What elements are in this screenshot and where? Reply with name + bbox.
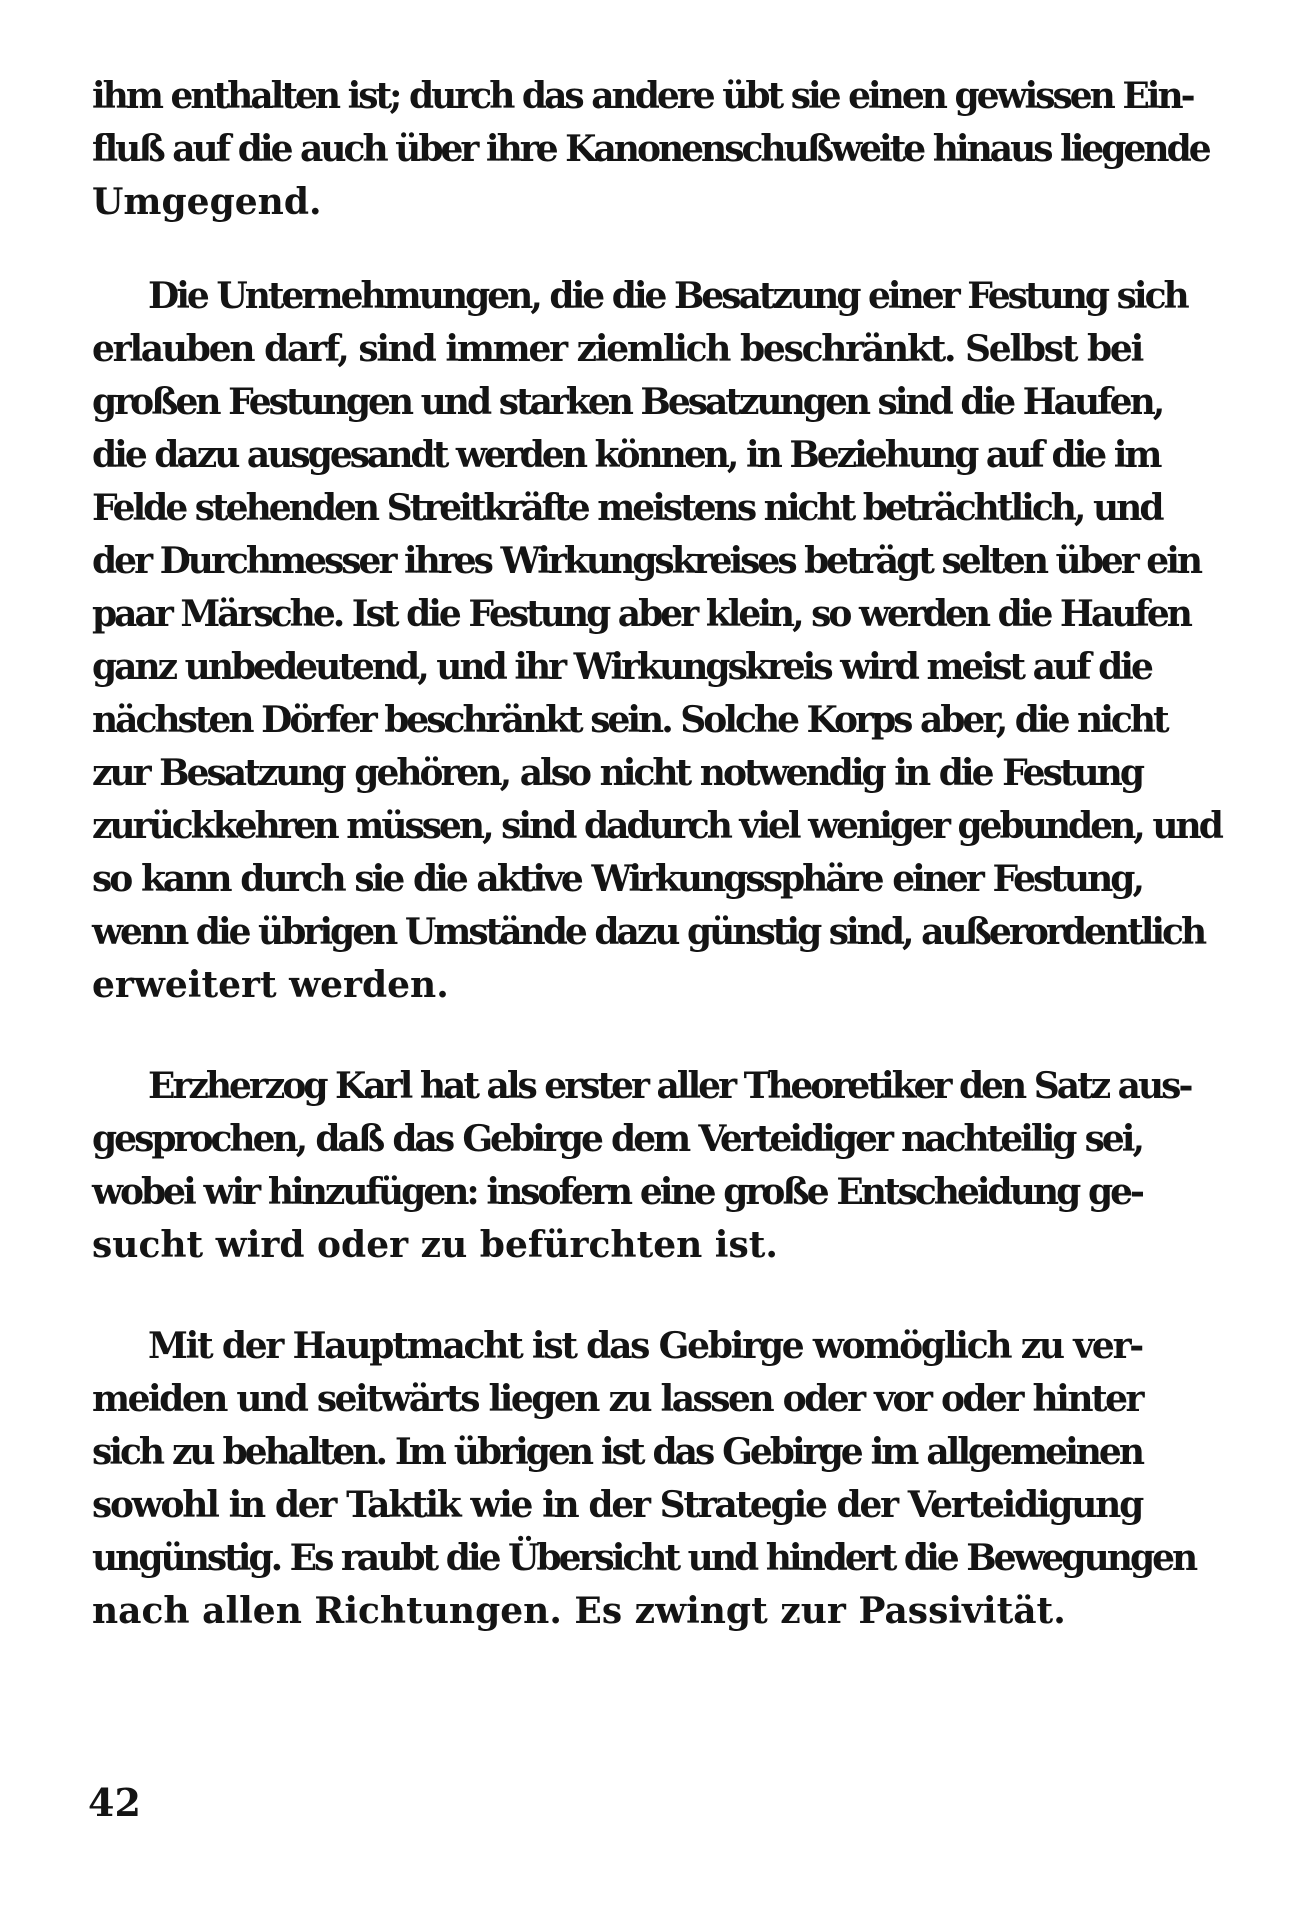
text-line: ganz unbedeutend, und ihr Wirkungskreis wird meist auf die [92,646,1151,688]
text-line: Erzherzog Karl hat als erster aller Theoretiker den Satz aus- [148,1065,1191,1107]
text-line: erweitert werden. [92,964,449,1006]
text-line: ungünstig. Es raubt die Übersicht und hindert die Bewegungen [92,1537,1196,1579]
text-line: wobei wir hinzufügen: insofern eine große Entscheidung ge- [92,1171,1142,1213]
text-line: fluß auf die auch über ihre Kanonenschußweite hinaus liegende [92,128,1209,170]
paragraph-4 [92,1320,1196,1638]
text-line: sucht wird oder zu befürchten ist. [92,1224,778,1266]
text-line: Die Unternehmungen, die die Besatzung einer Festung sich [148,275,1187,317]
text-line: die dazu ausgesandt werden können, in Beziehung auf die im [92,434,1160,476]
text-line: wenn die übrigen Umstände dazu günstig sind, außerordentlich [92,911,1205,953]
paragraph-2 [92,270,1221,1012]
text-line: großen Festungen und starken Besatzungen sind die Haufen, [92,381,1163,423]
page-number: 42 [88,1780,141,1825]
text-line: erlauben darf, sind immer ziemlich beschränkt. Selbst bei [92,328,1142,370]
text-line: nach allen Richtungen. Es zwingt zur Passivität. [92,1590,1066,1632]
text-line: zurückkehren müssen, sind dadurch viel weniger gebunden, und [92,805,1221,847]
text-line: zur Besatzung gehören, also nicht notwendig in die Festung [92,752,1142,794]
text-line: paar Märsche. Ist die Festung aber klein, so werden die Haufen [92,593,1190,635]
text-line: Mit der Hauptmacht ist das Gebirge womöglich zu ver- [148,1325,1142,1367]
text-line: Felde stehenden Streitkräfte meistens nicht beträchtlich, und [92,487,1162,529]
text-line: nächsten Dörfer beschränkt sein. Solche Korps aber, die nicht [92,699,1167,741]
text-line: der Durchmesser ihres Wirkungskreises beträgt selten über ein [92,540,1201,582]
paragraph-1 [92,70,1209,229]
text-line: ihm enthalten ist; durch das andere übt sie einen gewissen Ein- [92,75,1193,117]
paragraph-3 [92,1060,1191,1272]
text-line: sowohl in der Taktik wie in der Strategie der Verteidigung [92,1484,1142,1526]
text-line: Umgegend. [92,181,322,223]
text-line: so kann durch sie die aktive Wirkungssphäre einer Festung, [92,858,1142,900]
text-line: gesprochen, daß das Gebirge dem Verteidiger nachteilig sei, [92,1118,1142,1160]
text-line: sich zu behalten. Im übrigen ist das Gebirge im allgemeinen [92,1431,1142,1473]
text-line: meiden und seitwärts liegen zu lassen oder vor oder hinter [92,1378,1142,1420]
